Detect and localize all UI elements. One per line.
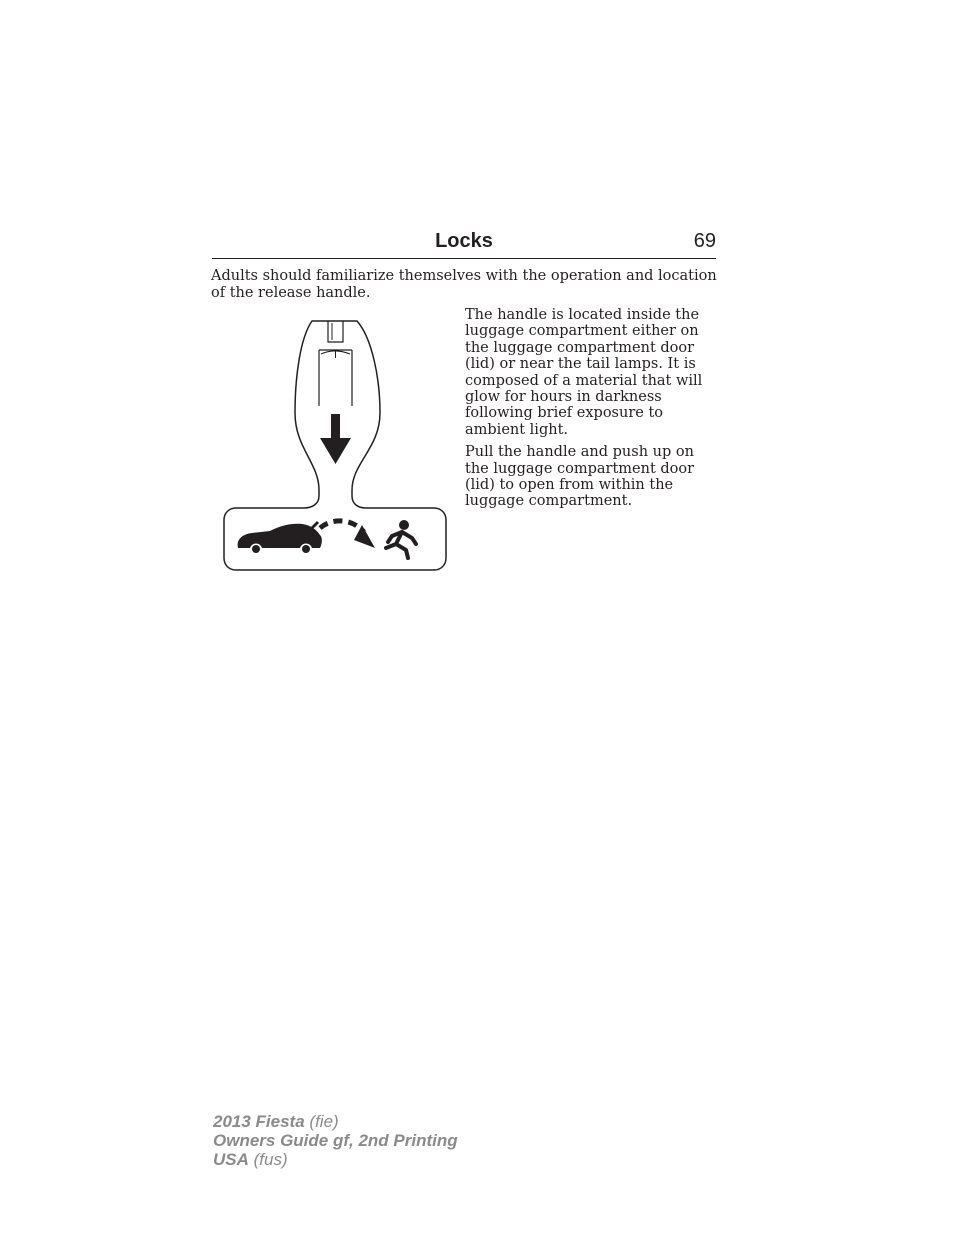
footer-market: USA <box>213 1150 249 1169</box>
footer-model-code: (fie) <box>309 1112 339 1131</box>
car-icon <box>238 522 322 553</box>
running-person-icon <box>386 520 416 558</box>
dashed-arrow-icon <box>320 521 375 548</box>
release-handle-icon <box>222 318 448 574</box>
page-number: 69 <box>693 230 716 252</box>
right-column <box>465 307 719 516</box>
intro-paragraph: Adults should familiarize themselves with the operation and location of the release handle. <box>211 268 717 301</box>
location-paragraph: The handle is located inside the luggage compartment either on the luggage compartment door (lid) or near the tail lamps. It is composed of a material that will glow for hours in darkness following brief exposure to ambient light. <box>465 307 703 438</box>
footer-guide: Owners Guide gf, 2nd Printing <box>213 1131 458 1150</box>
footer-market-code: (fus) <box>253 1150 288 1169</box>
down-arrow-icon <box>320 414 351 464</box>
page-footer <box>213 1112 458 1169</box>
page-header <box>212 228 716 259</box>
instruction-paragraph: Pull the handle and push up on the luggage compartment door (lid) to open from within the luggage compartment. <box>465 444 695 510</box>
footer-model: 2013 Fiesta <box>213 1112 305 1131</box>
section-title: Locks <box>435 230 493 252</box>
release-handle-figure <box>222 318 448 574</box>
